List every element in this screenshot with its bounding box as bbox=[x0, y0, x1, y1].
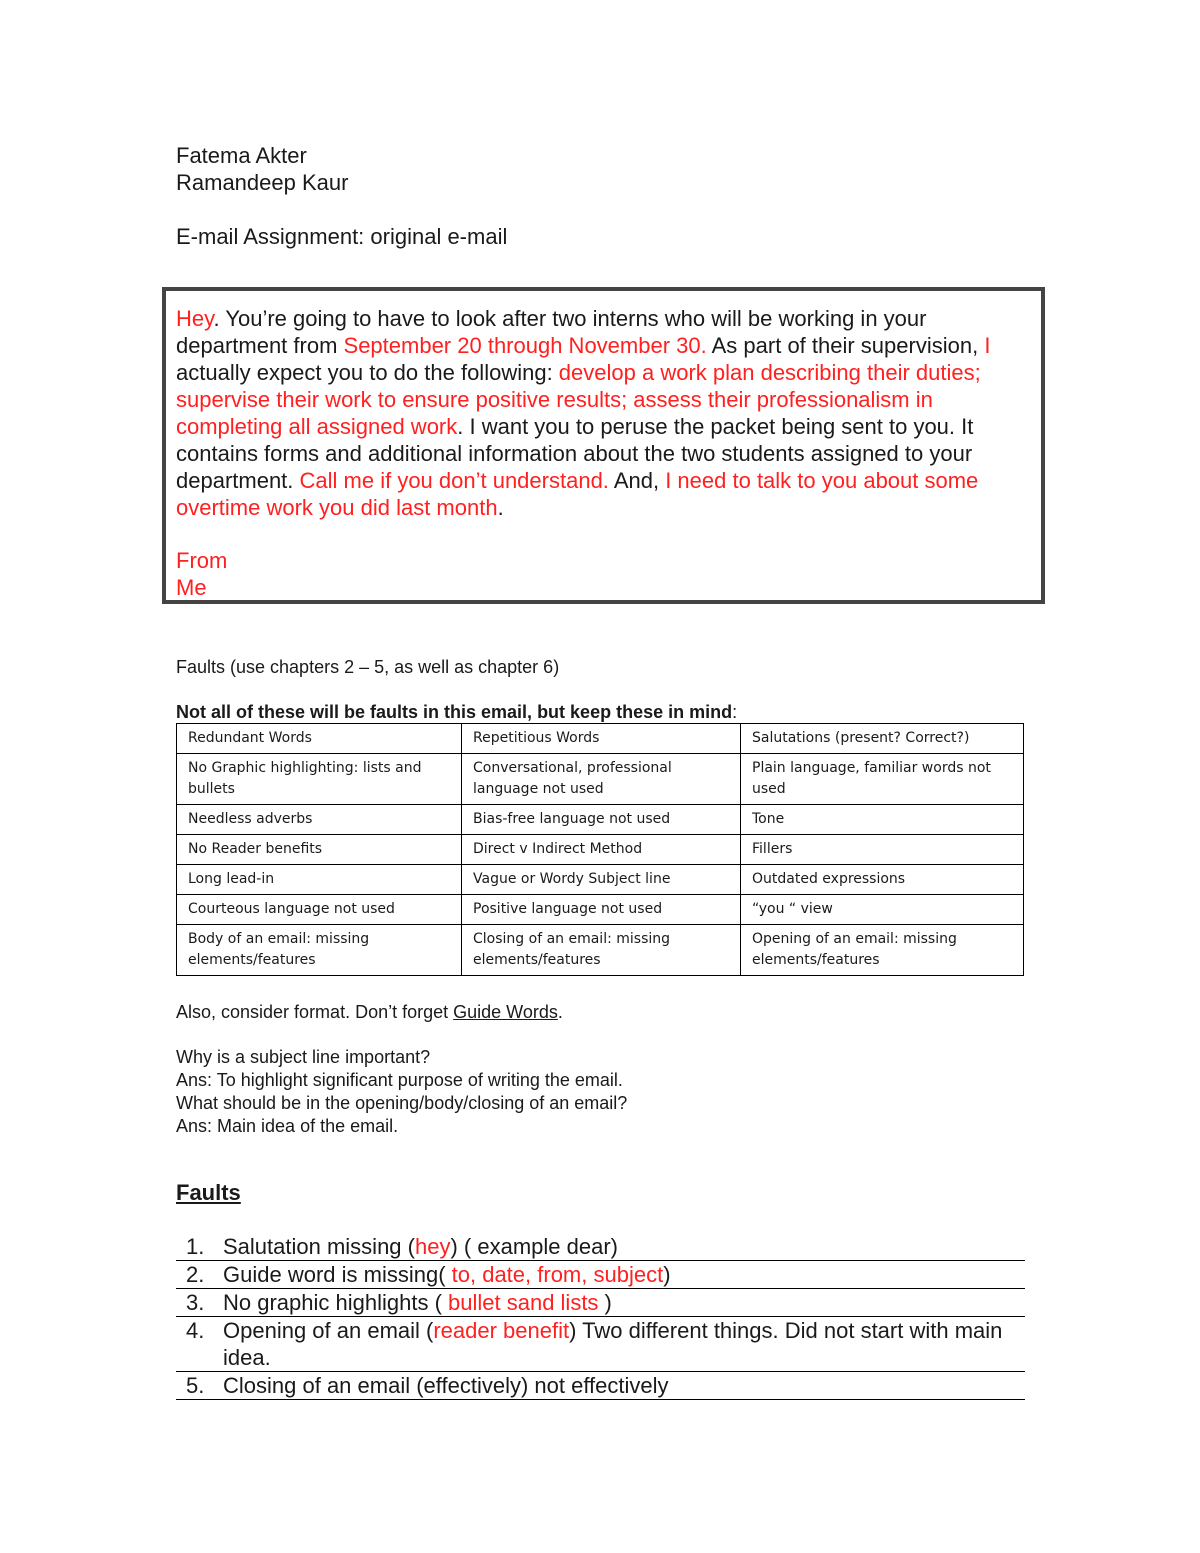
email-body bbox=[176, 305, 1016, 601]
list-text-end: ) bbox=[604, 1290, 612, 1315]
list-number: 2. bbox=[186, 1262, 205, 1287]
faults-table-body bbox=[177, 724, 1024, 976]
answer-2: Ans: Main idea of the email. bbox=[176, 1116, 399, 1136]
format-note-text: Also, consider format. Don’t forget bbox=[176, 1002, 454, 1022]
email-text: As part of their supervision, bbox=[706, 333, 985, 358]
email-text: And, bbox=[608, 468, 666, 493]
email-overtime: I need to talk to you about some overtime work you did last month bbox=[176, 468, 979, 520]
list-text: Opening of an email ( bbox=[223, 1318, 434, 1343]
table-cell: Direct v Indirect Method bbox=[462, 835, 741, 865]
faults-table bbox=[176, 723, 1024, 976]
table-cell: Positive language not used bbox=[462, 895, 741, 925]
table-cell: Needless adverbs bbox=[177, 805, 462, 835]
list-highlight: to, date, from, subject bbox=[451, 1262, 664, 1287]
table-cell: Courteous language not used bbox=[177, 895, 462, 925]
list-text-end: ) Two different things. Did not start with main idea. bbox=[223, 1318, 1003, 1370]
table-cell: Salutations (present? Correct?) bbox=[741, 724, 1024, 754]
list-highlight: hey bbox=[414, 1234, 451, 1259]
notice-colon: : bbox=[732, 702, 738, 722]
table-row bbox=[177, 895, 1024, 925]
list-highlight: bullet sand lists bbox=[448, 1290, 605, 1315]
table-row bbox=[177, 925, 1024, 976]
email-greeting: Hey bbox=[176, 306, 214, 331]
list-number: 5. bbox=[186, 1373, 205, 1398]
list-item bbox=[176, 1289, 1025, 1317]
table-cell: Vague or Wordy Subject line bbox=[462, 865, 741, 895]
table-cell: Fillers bbox=[741, 835, 1024, 865]
faults-intro: Faults (use chapters 2 – 5, as well as chapter 6) bbox=[176, 657, 560, 677]
question-2: What should be in the opening/body/closing of an email? bbox=[176, 1093, 628, 1113]
table-cell: Body of an email: missing elements/features bbox=[177, 925, 462, 976]
faults-heading: Faults bbox=[176, 1180, 241, 1205]
email-text: . bbox=[497, 495, 504, 520]
author-name-2: Ramandeep Kaur bbox=[176, 170, 349, 195]
table-cell: Conversational, professional language not used bbox=[462, 754, 741, 805]
table-cell: Plain language, familiar words not used bbox=[741, 754, 1024, 805]
notice-line bbox=[176, 701, 737, 723]
author-name-1: Fatema Akter bbox=[176, 143, 307, 168]
email-text: . You’re going to have to look after two interns who will be working in your department from bbox=[176, 306, 927, 358]
table-row bbox=[177, 724, 1024, 754]
email-me: Me bbox=[176, 575, 207, 600]
guide-words-link: Guide Words bbox=[453, 1002, 558, 1022]
list-number: 3. bbox=[186, 1290, 205, 1315]
table-cell: Long lead-in bbox=[177, 865, 462, 895]
list-text: Closing of an email (effectively) not effectively bbox=[223, 1373, 669, 1398]
table-row bbox=[177, 835, 1024, 865]
table-cell: Tone bbox=[741, 805, 1024, 835]
email-text: . I want you to peruse the packet being sent to you. It contains forms and additional information about the two students assigned to your department. bbox=[176, 414, 974, 493]
format-note bbox=[176, 1001, 563, 1023]
list-highlight: reader benefit bbox=[433, 1318, 570, 1343]
table-cell: “you “ view bbox=[741, 895, 1024, 925]
list-text: Guide word is missing( bbox=[223, 1262, 452, 1287]
assignment-title: E-mail Assignment: original e-mail bbox=[176, 224, 508, 249]
table-cell: Closing of an email: missing elements/features bbox=[462, 925, 741, 976]
table-cell: Redundant Words bbox=[177, 724, 462, 754]
table-row bbox=[177, 865, 1024, 895]
list-number: 1. bbox=[186, 1234, 205, 1259]
table-cell: Repetitious Words bbox=[462, 724, 741, 754]
notice-bold: Not all of these will be faults in this email, but keep these in mind bbox=[176, 702, 733, 722]
table-row bbox=[177, 805, 1024, 835]
list-text-end: ) ( example dear) bbox=[450, 1234, 618, 1259]
email-pronoun: I bbox=[984, 333, 991, 358]
table-cell: No Graphic highlighting: lists and bullets bbox=[177, 754, 462, 805]
email-dates: September 20 through November 30. bbox=[343, 333, 707, 358]
list-text-end: ) bbox=[663, 1262, 671, 1287]
email-from: From bbox=[176, 548, 228, 573]
format-note-end: . bbox=[557, 1002, 563, 1022]
question-1: Why is a subject line important? bbox=[176, 1047, 431, 1067]
list-number: 4. bbox=[186, 1318, 205, 1343]
table-cell: Opening of an email: missing elements/features bbox=[741, 925, 1024, 976]
table-row bbox=[177, 754, 1024, 805]
list-item bbox=[176, 1233, 1025, 1261]
table-cell: Bias-free language not used bbox=[462, 805, 741, 835]
list-text: No graphic highlights ( bbox=[223, 1290, 449, 1315]
email-text: actually expect you to do the following: bbox=[176, 360, 559, 385]
answer-1: Ans: To highlight significant purpose of writing the email. bbox=[176, 1070, 623, 1090]
list-item bbox=[176, 1317, 1025, 1372]
list-item bbox=[176, 1261, 1025, 1289]
email-duties: develop a work plan describing their duties; supervise their work to ensure positive results; assess their professionalism in completing all assigned work bbox=[176, 360, 981, 439]
email-call-me: Call me if you don’t understand. bbox=[299, 468, 609, 493]
table-cell: No Reader benefits bbox=[177, 835, 462, 865]
table-cell: Outdated expressions bbox=[741, 865, 1024, 895]
email-signature bbox=[176, 547, 1016, 601]
list-item bbox=[176, 1372, 1025, 1400]
list-text: Salutation missing ( bbox=[223, 1234, 415, 1259]
faults-list bbox=[176, 1233, 1025, 1400]
